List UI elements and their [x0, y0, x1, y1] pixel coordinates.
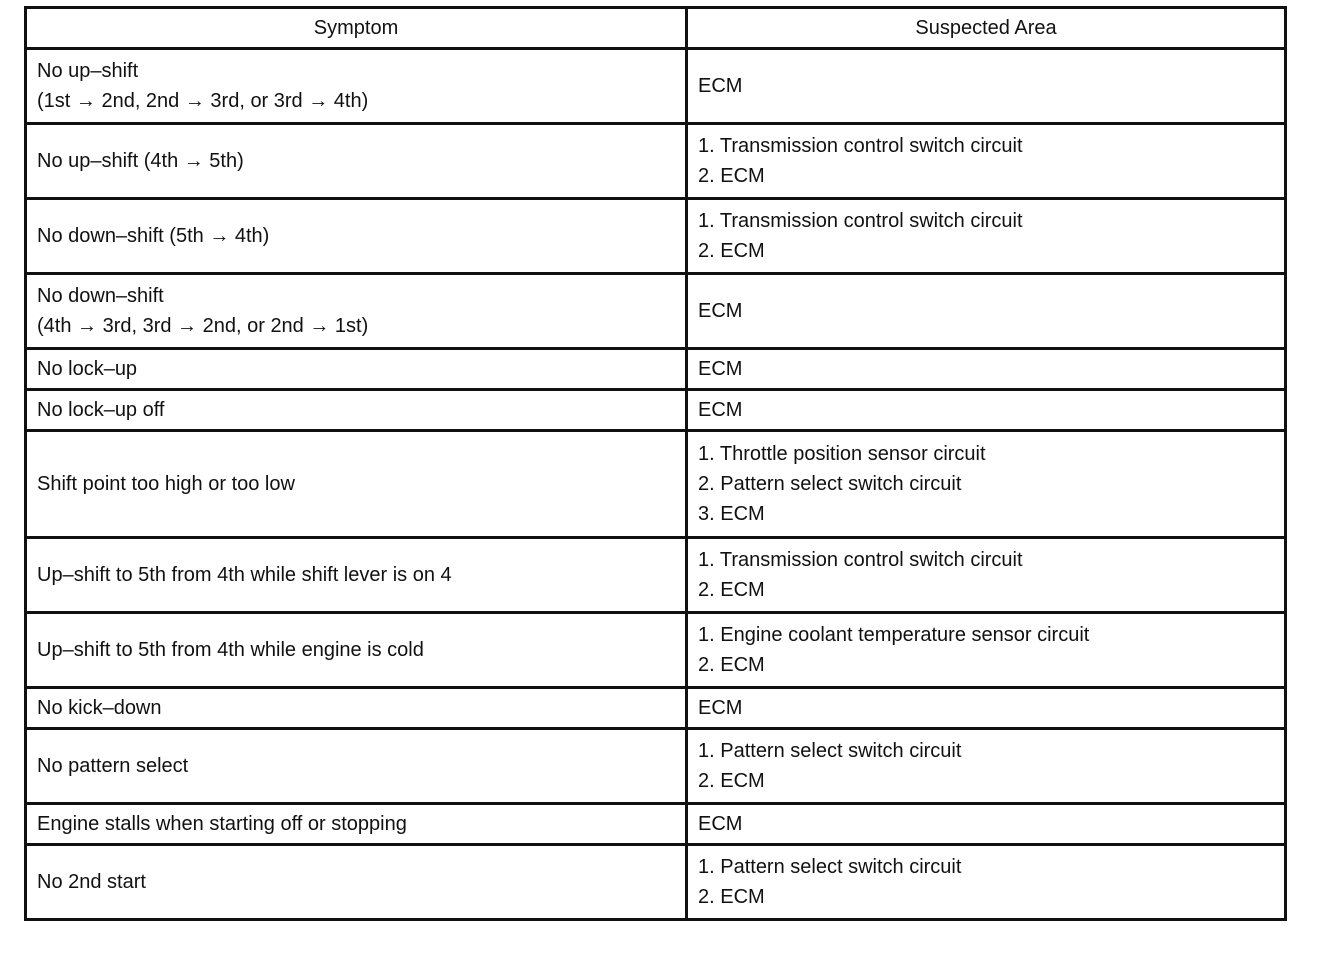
table-row [26, 49, 1286, 124]
table-row [26, 613, 1286, 688]
table-row [26, 390, 1286, 431]
symptom-table [24, 6, 1287, 921]
area-line: 3. ECM [698, 503, 765, 525]
area-line: 2. Pattern select switch circuit [698, 473, 962, 495]
symptom-line: No lock–up off [37, 399, 165, 421]
suspected-area-cell [687, 729, 1286, 804]
area-line: ECM [698, 813, 743, 835]
area-line: 2. ECM [698, 165, 765, 187]
symptom-line: No pattern select [37, 755, 189, 777]
suspected-area-cell [687, 49, 1286, 124]
symptom-cell [26, 199, 687, 274]
symptom-cell [26, 431, 687, 538]
symptom-cell [26, 729, 687, 804]
table-header-row [26, 8, 1286, 49]
area-line: 1. Transmission control switch circuit [698, 210, 1023, 232]
area-line: 1. Engine coolant temperature sensor circuit [698, 624, 1090, 646]
suspected-area-cell [687, 390, 1286, 431]
suspected-area-cell [687, 124, 1286, 199]
area-line: ECM [698, 358, 743, 380]
symptom-cell [26, 688, 687, 729]
area-line: 2. ECM [698, 654, 765, 676]
suspected-area-cell [687, 199, 1286, 274]
symptom-cell [26, 390, 687, 431]
symptom-cell [26, 349, 687, 390]
table-row [26, 729, 1286, 804]
area-line: 2. ECM [698, 770, 765, 792]
table-row [26, 688, 1286, 729]
table-row [26, 124, 1286, 199]
symptom-line: No up–shift [37, 60, 139, 82]
symptom-line: No 2nd start [37, 871, 146, 893]
suspected-area-cell [687, 845, 1286, 920]
suspected-area-cell [687, 274, 1286, 349]
symptom-cell [26, 538, 687, 613]
symptom-line: No down–shift [37, 285, 164, 307]
suspected-area-cell [687, 688, 1286, 729]
suspected-area-cell [687, 349, 1286, 390]
suspected-area-cell [687, 431, 1286, 538]
area-line: ECM [698, 697, 743, 719]
suspected-area-cell [687, 538, 1286, 613]
header-suspected-area: Suspected Area [687, 8, 1286, 49]
symptom-cell [26, 804, 687, 845]
header-symptom: Symptom [26, 8, 687, 49]
table-row [26, 431, 1286, 538]
symptom-line: No lock–up [37, 358, 138, 380]
area-line: 1. Throttle position sensor circuit [698, 443, 986, 465]
symptom-line: No up–shift (4th → 5th) [37, 150, 244, 172]
suspected-area-cell [687, 613, 1286, 688]
area-line: 2. ECM [698, 579, 765, 601]
symptom-line: Up–shift to 5th from 4th while engine is cold [37, 639, 424, 661]
symptom-line: Up–shift to 5th from 4th while shift lever is on 4 [37, 564, 452, 586]
symptom-cell [26, 845, 687, 920]
table-row [26, 199, 1286, 274]
table-row [26, 274, 1286, 349]
symptom-cell [26, 49, 687, 124]
table-row [26, 538, 1286, 613]
symptom-line: Engine stalls when starting off or stopping [37, 813, 407, 835]
symptom-line: No down–shift (5th → 4th) [37, 225, 270, 247]
area-line: 1. Pattern select switch circuit [698, 856, 962, 878]
area-line: 1. Transmission control switch circuit [698, 549, 1023, 571]
symptom-line: (1st → 2nd, 2nd → 3rd, or 3rd → 4th) [37, 90, 369, 112]
symptom-cell [26, 613, 687, 688]
area-line: 2. ECM [698, 886, 765, 908]
area-line: 1. Transmission control switch circuit [698, 135, 1023, 157]
area-line: ECM [698, 300, 743, 322]
area-line: ECM [698, 75, 743, 97]
table-row [26, 845, 1286, 920]
symptom-cell [26, 124, 687, 199]
suspected-area-cell [687, 804, 1286, 845]
area-line: ECM [698, 399, 743, 421]
symptom-line: No kick–down [37, 697, 162, 719]
symptom-line: Shift point too high or too low [37, 473, 295, 495]
area-line: 2. ECM [698, 240, 765, 262]
table-row [26, 349, 1286, 390]
symptom-cell [26, 274, 687, 349]
symptom-line: (4th → 3rd, 3rd → 2nd, or 2nd → 1st) [37, 315, 369, 337]
area-line: 1. Pattern select switch circuit [698, 740, 962, 762]
table-row [26, 804, 1286, 845]
